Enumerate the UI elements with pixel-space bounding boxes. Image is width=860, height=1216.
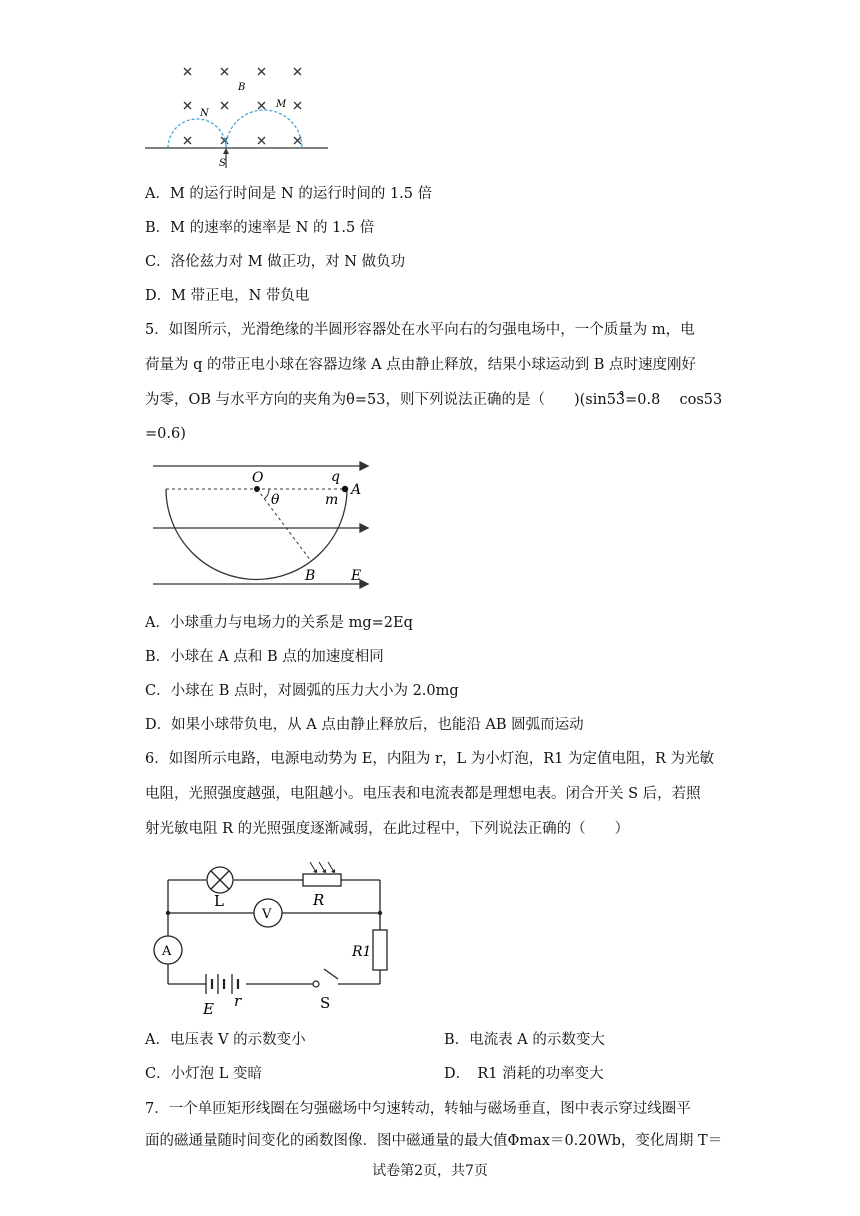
- switch: [313, 981, 319, 987]
- label-b: B: [305, 568, 316, 584]
- q5-option-c: C．小球在 B 点时，对圆弧的压力大小为 2.0mg: [145, 683, 459, 699]
- label-s: S: [219, 158, 226, 169]
- lamp: [207, 867, 233, 893]
- q6-option-d: D． R1 消耗的功率变大: [444, 1066, 604, 1082]
- q6-stem-line-1: 6．如图所示电路，电源电动势为 E，内阻为 r，L 为小灯泡，R1 为定值电阻，R 为光敏: [145, 751, 714, 767]
- label-o: O: [252, 470, 264, 486]
- q4-option-a: A．M 的运行时间是 N 的运行时间的 1.5 倍: [145, 186, 433, 202]
- q6-stem-line-2: 电阻，光照强度越强，电阻越小。电压表和电流表都是理想电表。闭合开关 S 后，若照: [145, 786, 701, 802]
- page-footer: 试卷第2页，共7页: [372, 1163, 488, 1179]
- label-a: A: [351, 482, 362, 498]
- q4-option-b: B．M 的速率的速率是 N 的 1.5 倍: [145, 220, 375, 236]
- label-a: A: [162, 944, 172, 959]
- q5-stem-line-3: 为零，OB 与水平方向的夹角为θ=53，则下列说法正确的是（ )(sin53̊=0.8 cos53: [145, 392, 723, 408]
- path-n: [168, 119, 226, 148]
- circuit-figure: [148, 860, 398, 1020]
- q5-stem-line-2: 荷量为 q 的带正电小球在容器边缘 A 点由静止释放，结果小球运动到 B 点时速度刚好: [145, 357, 697, 373]
- q5-option-a: A．小球重力与电场力的关系是 mg=2Eq: [145, 615, 413, 631]
- q5-option-b: B．小球在 A 点和 B 点的加速度相同: [145, 649, 384, 665]
- label-l: L: [214, 892, 224, 910]
- q4-option-d: D．M 带正电，N 带负电: [145, 288, 310, 304]
- label-e: E: [203, 1000, 214, 1018]
- semicircle-container: [166, 489, 347, 580]
- label-s: S: [320, 994, 331, 1012]
- q5-stem-line-4: =0.6): [145, 426, 186, 442]
- q6-stem-line-3: 射光敏电阻 R 的光照强度逐渐减弱，在此过程中，下列说法正确的（ ）: [145, 821, 630, 837]
- label-r: R: [313, 891, 325, 909]
- label-m: M: [276, 99, 287, 110]
- q7-stem-line-2: 面的磁通量随时间变化的函数图像．图中磁通量的最大值Φmax＝0.20Wb，变化周期 T＝: [145, 1133, 723, 1149]
- q6-option-c: C．小灯泡 L 变暗: [145, 1066, 262, 1082]
- q5-stem-line-1: 5．如图所示，光滑绝缘的半圆形容器处在水平向右的匀强电场中，一个质量为 m，电: [145, 322, 695, 338]
- label-n: N: [200, 108, 209, 119]
- label-theta: θ: [271, 492, 280, 508]
- q7-stem-line-1: 7．一个单匝矩形线圈在匀强磁场中匀速转动，转轴与磁场垂直，图中表示穿过线圈平: [145, 1101, 691, 1117]
- q6-option-a: A．电压表 V 的示数变小: [145, 1032, 306, 1048]
- label-m: m: [325, 492, 339, 508]
- q6-option-b: B．电流表 A 的示数变大: [444, 1032, 605, 1048]
- resistor-r1: [373, 930, 387, 970]
- label-v: V: [262, 907, 272, 922]
- q4-option-c: C．洛伦兹力对 M 做正功，对 N 做负功: [145, 254, 406, 270]
- label-b: B: [238, 82, 246, 93]
- semicircle-field-figure: [148, 456, 373, 591]
- label-q: q: [331, 469, 340, 485]
- magnetic-field-figure: [140, 60, 335, 172]
- label-r-internal: r: [234, 992, 242, 1010]
- q5-option-d: D．如果小球带负电，从 A 点由静止释放后，也能沿 AB 圆弧而运动: [145, 717, 584, 733]
- label-r1: R1: [352, 944, 372, 960]
- battery: [206, 974, 238, 994]
- photoresistor: [303, 874, 341, 886]
- label-e: E: [351, 568, 362, 584]
